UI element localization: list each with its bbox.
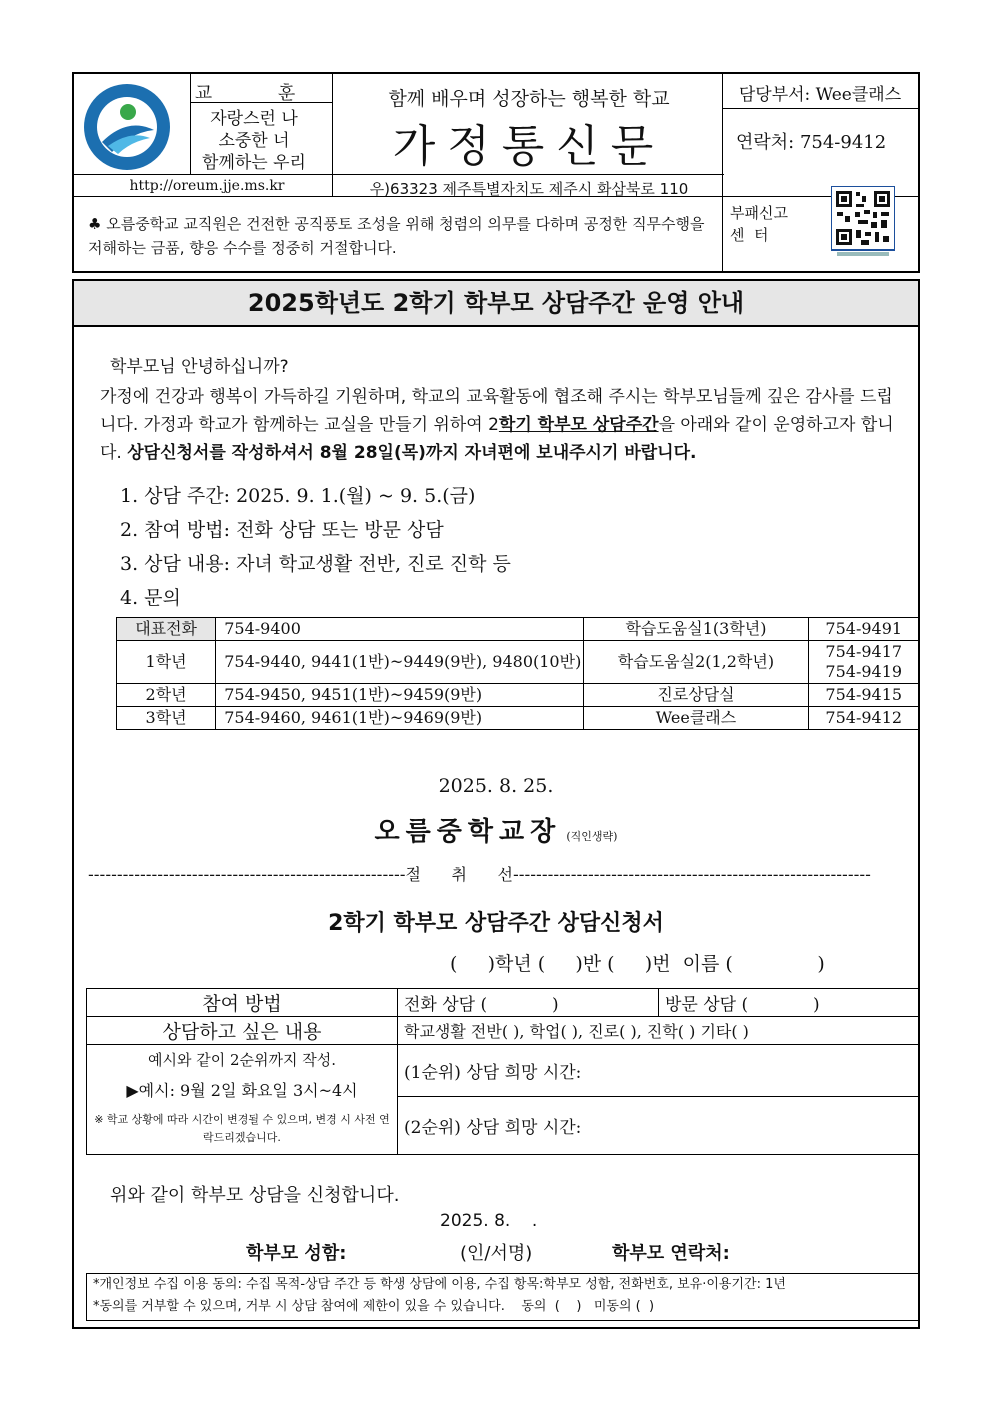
- method-visit-option[interactable]: 방문 상담 ( ): [659, 989, 920, 1017]
- content-label: 상담하고 싶은 내용: [87, 1017, 398, 1045]
- table-cell: 754-9460, 9461(1반)~9469(9반): [216, 707, 584, 730]
- department: 담당부서: Wee클래스: [738, 85, 902, 105]
- table-cell: 학습도움실2(1,2학년): [584, 641, 808, 684]
- table-cell: 754-9440, 9441(1반)~9449(9반), 9480(10반): [216, 641, 584, 684]
- student-info-line[interactable]: ( )학년 ( )반 ( )번 이름 ( ): [450, 953, 825, 975]
- table-cell: 754-9417 754-9419: [808, 641, 920, 684]
- method-phone-option[interactable]: 전화 상담 ( ): [398, 989, 659, 1017]
- cut-line: -------------------------------------------------------절 취 선--------------------------------------------------------------: [88, 865, 871, 884]
- list-item: 1. 상담 주간: 2025. 9. 1.(월) ~ 9. 5.(금): [120, 485, 476, 507]
- notice-title: 2025학년도 2학기 학부모 상담주간 운영 안내: [74, 281, 918, 327]
- table-cell: 754-9412: [808, 707, 920, 730]
- table-cell: 학습도움실1(3학년): [584, 618, 808, 641]
- sign-label: (인/서명): [460, 1243, 533, 1264]
- table-row: [117, 641, 920, 684]
- cut-label: 절 취 선: [405, 865, 513, 884]
- newsletter-title: 가정통신문: [392, 121, 666, 172]
- table-cell: 1학년: [117, 641, 216, 684]
- integrity-notice: ♣ 오름중학교 교직원은 건전한 공직풍토 조성을 위해 청렴의 의무를 다하며 공정한 직무수행을 저해하는 금품, 향응 수수를 정중히 거절합니다.: [88, 215, 705, 257]
- example-text: ▶예시: 9월 2일 화요일 3시~4시: [126, 1081, 358, 1100]
- table-cell: 3학년: [117, 707, 216, 730]
- principal-name: 오름중학교장: [374, 817, 562, 847]
- intro-text: 가정에 건강과 행복이 가득하길 기원하며, 학교의 교육활동에 협조해 주시는 학부모님들께 깊은 감사를 드립니다. 가정과 학교가 함께하는 교실을 만들기 위하여 2: [100, 387, 893, 435]
- school-address: 우)63323 제주특별자치도 제주시 화삼북로 110: [369, 180, 689, 198]
- second-choice-time[interactable]: (2순위) 상담 희망 시간:: [398, 1097, 920, 1155]
- motto-line: 자랑스런 나: [210, 109, 298, 129]
- privacy-line: *개인정보 수집 이용 동의: 수집 목적-상담 주간 등 학생 상담에 이용, 수집 항목:학부모 성함, 전화번호, 보유·이용기간: 1년: [93, 1277, 786, 1292]
- motto-line: 함께하는 우리: [202, 153, 306, 173]
- list-item: 2. 참여 방법: 전화 상담 또는 방문 상담: [120, 519, 444, 541]
- confirm-text: 위와 같이 학부모 상담을 신청합니다.: [110, 1185, 400, 1206]
- list-item: 3. 상담 내용: 자녀 학교생활 전반, 진로 진학 등: [120, 553, 511, 575]
- table-cell: 진로상담실: [584, 684, 808, 707]
- corruption-report-label: [730, 202, 788, 246]
- list-item: 4. 문의: [120, 587, 181, 609]
- seal-note: (직인생략): [566, 830, 618, 843]
- application-date[interactable]: 2025. 8. .: [440, 1211, 538, 1231]
- first-choice-time[interactable]: (1순위) 상담 희망 시간:: [398, 1045, 920, 1097]
- newsletter-header: [72, 72, 920, 273]
- motto-line: 소중한 너: [218, 131, 290, 151]
- content-options[interactable]: 학교생활 전반( ), 학업( ), 진로( ), 진학( ) 기타( ): [398, 1017, 920, 1045]
- method-label: 참여 방법: [87, 989, 398, 1017]
- table-cell: 대표전화: [117, 618, 216, 641]
- qr-code-icon[interactable]: [831, 186, 895, 260]
- school-slogan: 함께 배우며 성장하는 행복한 학교: [388, 88, 670, 110]
- table-cell: Wee클래스: [584, 707, 808, 730]
- report-line: 부패신고: [730, 204, 788, 222]
- table-row: [117, 684, 920, 707]
- example-cell: [87, 1045, 398, 1155]
- contact-table: [116, 617, 920, 730]
- greeting: 학부모님 안녕하십니까?: [110, 357, 289, 377]
- table-cell: 2학년: [117, 684, 216, 707]
- application-form: [86, 988, 920, 1155]
- intro-underlined: 학기 학부모 상담주간: [498, 415, 659, 435]
- notice-body: [72, 279, 920, 1329]
- principal-signature: [74, 811, 918, 848]
- table-row: [117, 707, 920, 730]
- table-row: [117, 618, 920, 641]
- motto-heading: 교 훈: [194, 83, 326, 104]
- school-url[interactable]: http://oreum.jje.ms.kr: [129, 178, 285, 194]
- submit-deadline: 상담신청서를 작성하셔서 8월 28일(목)까지 자녀편에 보내주시기 바랍니다.: [127, 443, 697, 463]
- example-note: ※ 학교 상황에 따라 시간이 변경될 수 있으며, 변경 시 사전 연락드리겠습니다.: [94, 1113, 390, 1144]
- example-heading: 예시와 같이 2순위까지 작성.: [147, 1051, 336, 1069]
- issue-date: 2025. 8. 25.: [438, 775, 554, 797]
- intro-paragraph: [100, 383, 900, 467]
- table-cell: 754-9450, 9451(1반)~9459(9반): [216, 684, 584, 707]
- privacy-consent: [86, 1273, 918, 1321]
- table-cell: 754-9415: [808, 684, 920, 707]
- parent-contact-label[interactable]: 학부모 연락처:: [612, 1243, 730, 1264]
- school-logo: [82, 82, 172, 172]
- table-cell: 754-9491: [808, 618, 920, 641]
- privacy-line[interactable]: *동의를 거부할 수 있으며, 거부 시 상담 참여에 제한이 있을 수 있습니다. 동의 ( ) 미동의 ( ): [93, 1299, 655, 1314]
- report-line: 센 터: [730, 226, 769, 244]
- contact-number: 연락처: 754-9412: [736, 132, 887, 153]
- parent-name-label[interactable]: 학부모 성함:: [246, 1243, 347, 1264]
- form-title: 2학기 학부모 상담주간 상담신청서: [328, 911, 664, 936]
- school-motto: [174, 108, 334, 174]
- intro-text-2: 을 아래와 같이 운영하고자 합니다.: [100, 415, 894, 463]
- table-cell: 754-9400: [216, 618, 584, 641]
